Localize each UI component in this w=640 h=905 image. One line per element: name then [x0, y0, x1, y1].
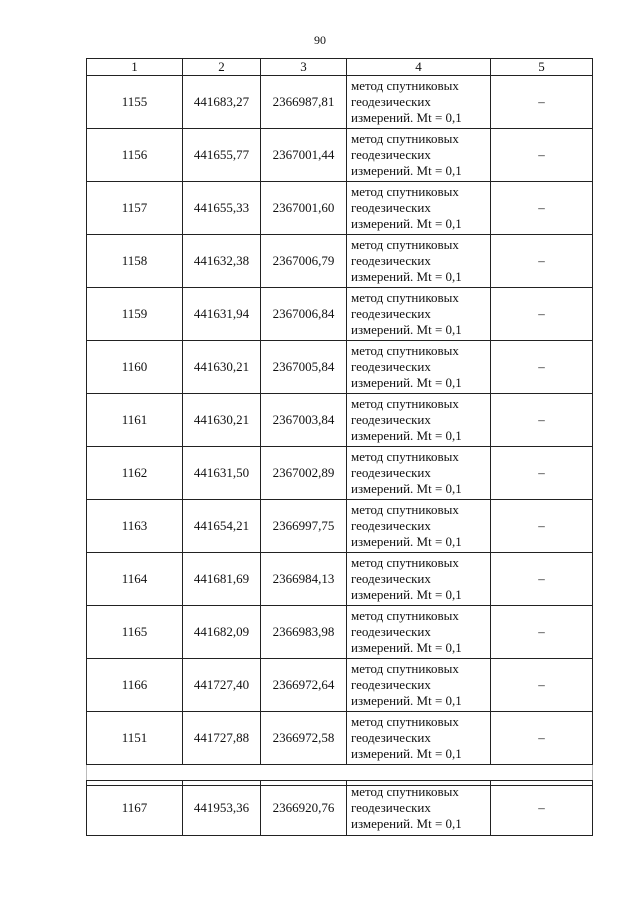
method-cell: метод спутниковых геодезических измерений. Mt = 0,1 — [347, 659, 491, 712]
point-number-cell: 1163 — [87, 500, 183, 553]
method-cell: метод спутниковых геодезических измерений. Mt = 0,1 — [347, 500, 491, 553]
note-cell: – — [491, 606, 593, 659]
note-cell: – — [491, 76, 593, 129]
method-cell: метод спутниковых геодезических измерений. Mt = 0,1 — [347, 288, 491, 341]
table-row — [87, 288, 593, 341]
column-header: 3 — [261, 59, 347, 76]
x-coordinate-cell: 441631,94 — [183, 288, 261, 341]
table-row — [87, 394, 593, 447]
point-number-cell: 1161 — [87, 394, 183, 447]
point-number-cell: 1151 — [87, 712, 183, 765]
point-number-cell: 1162 — [87, 447, 183, 500]
note-cell: – — [491, 447, 593, 500]
table-row — [87, 712, 593, 765]
x-coordinate-cell: 441631,50 — [183, 447, 261, 500]
point-number-cell: 1160 — [87, 341, 183, 394]
x-coordinate-cell: 441681,69 — [183, 553, 261, 606]
x-coordinate-cell: 441727,40 — [183, 659, 261, 712]
point-number-cell: 1159 — [87, 288, 183, 341]
column-header: 4 — [347, 59, 491, 76]
y-coordinate-cell: 2366984,13 — [261, 553, 347, 606]
table-row — [87, 182, 593, 235]
method-cell: метод спутниковых геодезических измерений. Mt = 0,1 — [347, 712, 491, 765]
coordinates-table — [86, 58, 593, 786]
method-cell: метод спутниковых геодезических измерений. Mt = 0,1 — [347, 341, 491, 394]
method-cell: метод спутниковых геодезических измерений. Mt = 0,1 — [347, 235, 491, 288]
method-cell: метод спутниковых геодезических измерений. Mt = 0,1 — [347, 447, 491, 500]
method-cell: метод спутниковых геодезических измерений. Mt = 0,1 — [347, 182, 491, 235]
table-row — [87, 129, 593, 182]
table-row — [87, 500, 593, 553]
method-cell: метод спутниковых геодезических измерений. Mt = 0,1 — [347, 553, 491, 606]
note-cell: – — [491, 129, 593, 182]
method-cell: метод спутниковых геодезических измерений. Mt = 0,1 — [347, 129, 491, 182]
point-number-cell: 1164 — [87, 553, 183, 606]
x-coordinate-cell: 441655,77 — [183, 129, 261, 182]
table-row — [87, 447, 593, 500]
table-row — [87, 606, 593, 659]
y-coordinate-cell: 2367006,79 — [261, 235, 347, 288]
header-row — [87, 59, 593, 76]
table-row — [87, 235, 593, 288]
note-cell: – — [491, 500, 593, 553]
table-row — [87, 781, 593, 836]
page-number: 90 — [314, 33, 326, 47]
method-cell: метод спутниковых геодезических измерений. Mt = 0,1 — [347, 606, 491, 659]
x-coordinate-cell: 441953,36 — [183, 781, 261, 836]
x-coordinate-cell: 441630,21 — [183, 341, 261, 394]
method-cell: метод спутниковых геодезических измерений. Mt = 0,1 — [347, 394, 491, 447]
y-coordinate-cell: 2366972,64 — [261, 659, 347, 712]
method-cell: метод спутниковых геодезических измерений. Mt = 0,1 — [347, 76, 491, 129]
column-header: 2 — [183, 59, 261, 76]
y-coordinate-cell: 2366983,98 — [261, 606, 347, 659]
table-row — [87, 659, 593, 712]
column-header: 1 — [87, 59, 183, 76]
point-number-cell: 1165 — [87, 606, 183, 659]
table-row — [87, 553, 593, 606]
y-coordinate-cell: 2367003,84 — [261, 394, 347, 447]
y-coordinate-cell: 2367005,84 — [261, 341, 347, 394]
x-coordinate-cell: 441683,27 — [183, 76, 261, 129]
note-cell: – — [491, 781, 593, 836]
note-cell: – — [491, 341, 593, 394]
y-coordinate-cell: 2367001,44 — [261, 129, 347, 182]
coordinates-table-continuation — [86, 780, 593, 836]
table-row — [87, 341, 593, 394]
x-coordinate-cell: 441654,21 — [183, 500, 261, 553]
x-coordinate-cell: 441682,09 — [183, 606, 261, 659]
y-coordinate-cell: 2366997,75 — [261, 500, 347, 553]
note-cell: – — [491, 182, 593, 235]
note-cell: – — [491, 659, 593, 712]
point-number-cell: 1157 — [87, 182, 183, 235]
x-coordinate-cell: 441632,38 — [183, 235, 261, 288]
y-coordinate-cell: 2366987,81 — [261, 76, 347, 129]
method-cell: метод спутниковых геодезических измерений. Mt = 0,1 — [347, 781, 491, 836]
note-cell: – — [491, 712, 593, 765]
point-number-cell: 1158 — [87, 235, 183, 288]
y-coordinate-cell: 2366920,76 — [261, 781, 347, 836]
x-coordinate-cell: 441630,21 — [183, 394, 261, 447]
point-number-cell: 1167 — [87, 781, 183, 836]
note-cell: – — [491, 288, 593, 341]
y-coordinate-cell: 2366972,58 — [261, 712, 347, 765]
point-number-cell: 1156 — [87, 129, 183, 182]
y-coordinate-cell: 2367001,60 — [261, 182, 347, 235]
note-cell: – — [491, 235, 593, 288]
note-cell: – — [491, 394, 593, 447]
note-cell: – — [491, 553, 593, 606]
y-coordinate-cell: 2367002,89 — [261, 447, 347, 500]
column-header: 5 — [491, 59, 593, 76]
x-coordinate-cell: 441727,88 — [183, 712, 261, 765]
x-coordinate-cell: 441655,33 — [183, 182, 261, 235]
table-row — [87, 76, 593, 129]
point-number-cell: 1166 — [87, 659, 183, 712]
y-coordinate-cell: 2367006,84 — [261, 288, 347, 341]
point-number-cell: 1155 — [87, 76, 183, 129]
